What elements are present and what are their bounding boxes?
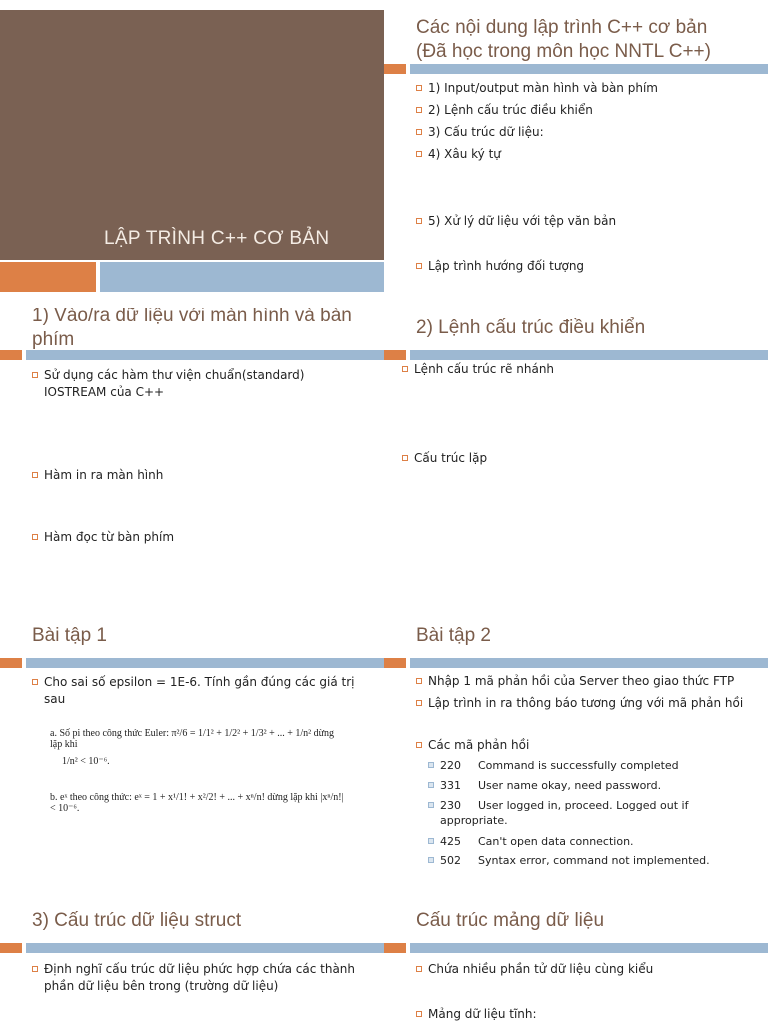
formula-a-condition: 1/n² < 10⁻⁶.	[62, 756, 110, 767]
square-bullet-icon	[32, 966, 38, 972]
title-bar-orange	[384, 64, 406, 74]
slide-title: Cấu trúc mảng dữ liệu	[416, 910, 605, 931]
title-bar-orange	[0, 350, 22, 360]
square-bullet-icon	[402, 366, 408, 372]
square-bullet-icon	[416, 1011, 422, 1017]
square-bullet-icon	[416, 151, 422, 157]
list-item: Chứa nhiều phần tử dữ liệu cùng kiểu	[416, 961, 750, 978]
title-bar-blue	[26, 350, 384, 360]
list-item: 4) Xâu ký tự	[416, 146, 750, 163]
title-bar-blue	[26, 658, 384, 668]
square-bullet-icon	[416, 742, 422, 748]
list-item: Cho sai số epsilon = 1E-6. Tính gần đúng các giá trị sau	[32, 674, 366, 708]
slide-title: Các nội dung lập trình C++ cơ bản (Đã học trong môn học NNTL C++)	[416, 17, 711, 62]
response-code-item: 502 Syntax error, command not implemented.	[428, 853, 750, 868]
title-bar-blue	[410, 64, 768, 74]
title-bar-orange	[384, 658, 406, 668]
list-item: Nhập 1 mã phản hồi của Server theo giao thức FTP	[416, 673, 750, 690]
title-bar-orange	[384, 350, 406, 360]
square-bullet-icon	[402, 455, 408, 461]
slide-io	[0, 308, 384, 616]
title-bar-orange	[384, 943, 406, 953]
slide-exercise-2	[384, 616, 768, 924]
square-bullet-icon	[416, 218, 422, 224]
list-item: 2) Lệnh cấu trúc điều khiển	[416, 102, 750, 119]
title-bar-orange	[0, 943, 22, 953]
list-item: Mảng dữ liệu tĩnh:	[416, 1006, 750, 1023]
square-bullet-icon	[416, 678, 422, 684]
square-bullet-icon	[428, 838, 434, 844]
square-bullet-icon	[416, 700, 422, 706]
response-code-item: 220 Command is successfully completed	[428, 758, 750, 773]
formula-a: a. Số pi theo công thức Euler: π²/6 = 1/1² + 1/2² + 1/3² + ... + 1/n² dừng lặp khi	[50, 728, 335, 750]
list-item: Hàm đọc từ bàn phím	[32, 529, 366, 546]
cover-accent-orange	[0, 262, 96, 292]
title-bar-blue	[410, 943, 768, 953]
list-item: 5) Xử lý dữ liệu với tệp văn bản	[416, 213, 750, 230]
list-item: Hàm in ra màn hình	[32, 467, 366, 484]
square-bullet-icon	[32, 372, 38, 378]
list-item: 1) Input/output màn hình và bàn phím	[416, 80, 750, 97]
square-bullet-icon	[416, 263, 422, 269]
square-bullet-icon	[428, 802, 434, 808]
formula-image	[44, 712, 348, 820]
slide-title: 1) Vào/ra dữ liệu với màn hình và bàn phím	[32, 308, 352, 350]
slide-title: Bài tập 1	[32, 625, 107, 646]
slide-contents	[384, 0, 768, 308]
square-bullet-icon	[428, 857, 434, 863]
slide-title: Bài tập 2	[416, 625, 491, 646]
square-bullet-icon	[416, 129, 422, 135]
slide-array	[384, 900, 768, 1024]
cover-accent-blue	[100, 262, 384, 292]
slide-struct	[0, 900, 384, 1024]
title-bar-blue	[410, 350, 768, 360]
formula-b: b. eˣ theo công thức: eˣ = 1 + x¹/1! + x²/2! + ... + xⁿ/n! dừng lặp khi |xⁿ/n!| < 10⁻⁶.	[50, 792, 344, 814]
list-item: Định nghĩ cấu trúc dữ liệu phức hợp chứa các thành phần dữ liệu bên trong (trường dữ liệu)	[32, 961, 366, 995]
square-bullet-icon	[416, 966, 422, 972]
slide-cover	[0, 0, 384, 308]
list-item: 3) Cấu trúc dữ liệu:	[416, 124, 750, 141]
square-bullet-icon	[32, 534, 38, 540]
square-bullet-icon	[428, 782, 434, 788]
response-code-item: 230 User logged in, proceed. Logged out if appropriate.	[428, 798, 750, 828]
slide-title: 2) Lệnh cấu trúc điều khiển	[416, 317, 646, 338]
response-code-item: 425 Can't open data connection.	[428, 834, 750, 849]
list-item: Lập trình hướng đối tượng	[416, 258, 750, 275]
slide-control	[384, 308, 768, 616]
list-item: Sử dụng các hàm thư viện chuẩn(standard) IOSTREAM của C++	[32, 367, 366, 401]
list-item: Lập trình in ra thông báo tương ứng với mã phản hồi	[416, 695, 750, 712]
square-bullet-icon	[428, 762, 434, 768]
title-bar-blue	[26, 943, 384, 953]
square-bullet-icon	[32, 679, 38, 685]
cover-panel	[0, 10, 384, 260]
response-code-item: 331 User name okay, need password.	[428, 778, 750, 793]
square-bullet-icon	[416, 107, 422, 113]
title-bar-orange	[0, 658, 22, 668]
list-item: Lệnh cấu trúc rẽ nhánh	[402, 361, 750, 378]
cover-title: LẬP TRÌNH C++ CƠ BẢN	[104, 228, 330, 249]
slide-title: 3) Cấu trúc dữ liệu struct	[32, 910, 242, 931]
square-bullet-icon	[416, 85, 422, 91]
title-bar-blue	[410, 658, 768, 668]
list-item: Các mã phản hồi	[416, 737, 750, 754]
list-item: Cấu trúc lặp	[402, 450, 750, 467]
square-bullet-icon	[32, 472, 38, 478]
